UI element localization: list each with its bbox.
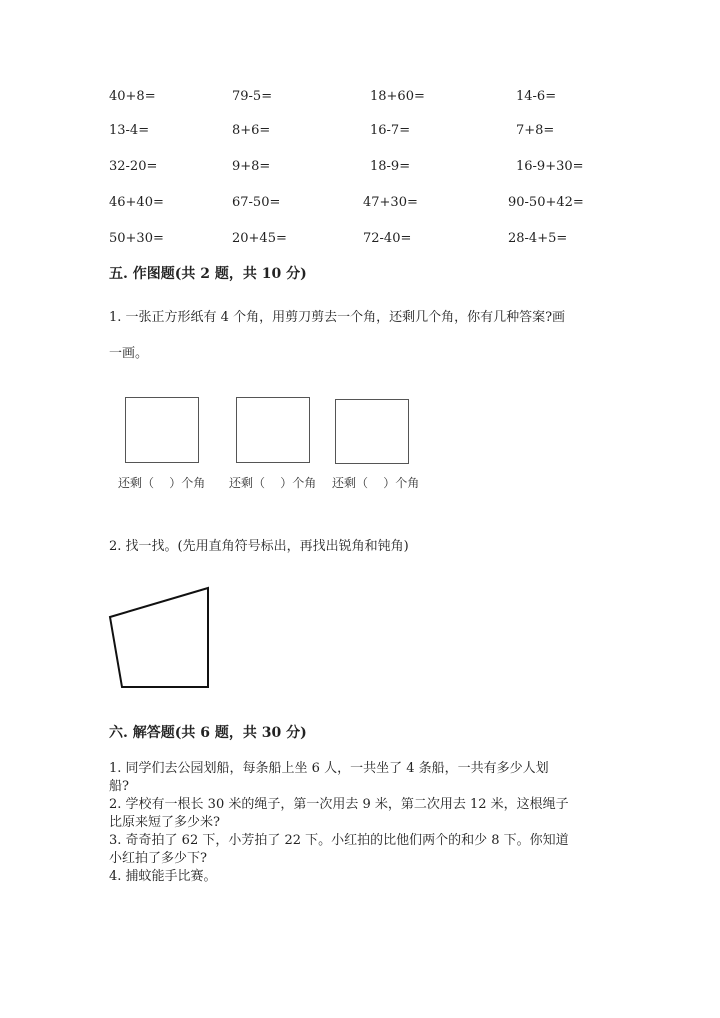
question-line: 比原来短了多少米? (109, 815, 220, 830)
square-label-3: 还剩（ ）个角 (332, 476, 420, 490)
q1-text: 1. 一张正方形纸有 4 个角，用剪刀剪去一个角，还剩几个角，你有几种答案?画 (109, 310, 566, 325)
arithmetic-problem: 18-9= (370, 159, 411, 174)
quadrilateral-figure (100, 580, 220, 695)
arithmetic-problem: 32-20= (109, 159, 158, 174)
arithmetic-problem: 67-50= (232, 195, 281, 210)
question-line: 船? (109, 779, 129, 794)
arithmetic-problem: 14-6= (516, 89, 557, 104)
q2-text: 2. 找一找。(先用直角符号标出，再找出锐角和钝角) (109, 539, 409, 554)
question-line: 4. 捕蚊能手比赛。 (109, 869, 217, 884)
square-label-1: 还剩（ ）个角 (118, 476, 206, 490)
arithmetic-problem: 72-40= (363, 231, 412, 246)
question-line: 2. 学校有一根长 30 米的绳子，第一次用去 9 米，第二次用去 12 米，这根绳子 (109, 797, 569, 812)
arithmetic-problem: 40+8= (109, 89, 156, 104)
question-line: 小红拍了多少下? (109, 851, 207, 866)
q1-text-cont: 一画。 (109, 346, 149, 361)
section6-title: 六. 解答题(共 6 题，共 30 分) (109, 725, 307, 741)
arithmetic-problem: 28-4+5= (508, 231, 568, 246)
arithmetic-problem: 46+40= (109, 195, 164, 210)
question-line: 1. 同学们去公园划船，每条船上坐 6 人，一共坐了 4 条船，一共有多少人划 (109, 761, 549, 776)
square-label-2: 还剩（ ）个角 (229, 476, 317, 490)
arithmetic-problem: 50+30= (109, 231, 164, 246)
arithmetic-problem: 16-9+30= (516, 159, 584, 174)
arithmetic-problem: 47+30= (363, 195, 418, 210)
question-line: 3. 奇奇拍了 62 下，小芳拍了 22 下。小红拍的比他们两个的和少 8 下。你知道 (109, 833, 569, 848)
square-2 (236, 397, 310, 463)
arithmetic-problem: 16-7= (370, 123, 411, 138)
section5-title: 五. 作图题(共 2 题，共 10 分) (109, 266, 307, 282)
arithmetic-problem: 79-5= (232, 89, 273, 104)
arithmetic-problem: 8+6= (232, 123, 271, 138)
arithmetic-problem: 18+60= (370, 89, 425, 104)
arithmetic-problem: 7+8= (516, 123, 555, 138)
arithmetic-problem: 9+8= (232, 159, 271, 174)
square-1 (125, 397, 199, 463)
arithmetic-problem: 90-50+42= (508, 195, 584, 210)
arithmetic-problem: 20+45= (232, 231, 287, 246)
square-3 (335, 399, 409, 464)
arithmetic-problem: 13-4= (109, 123, 150, 138)
